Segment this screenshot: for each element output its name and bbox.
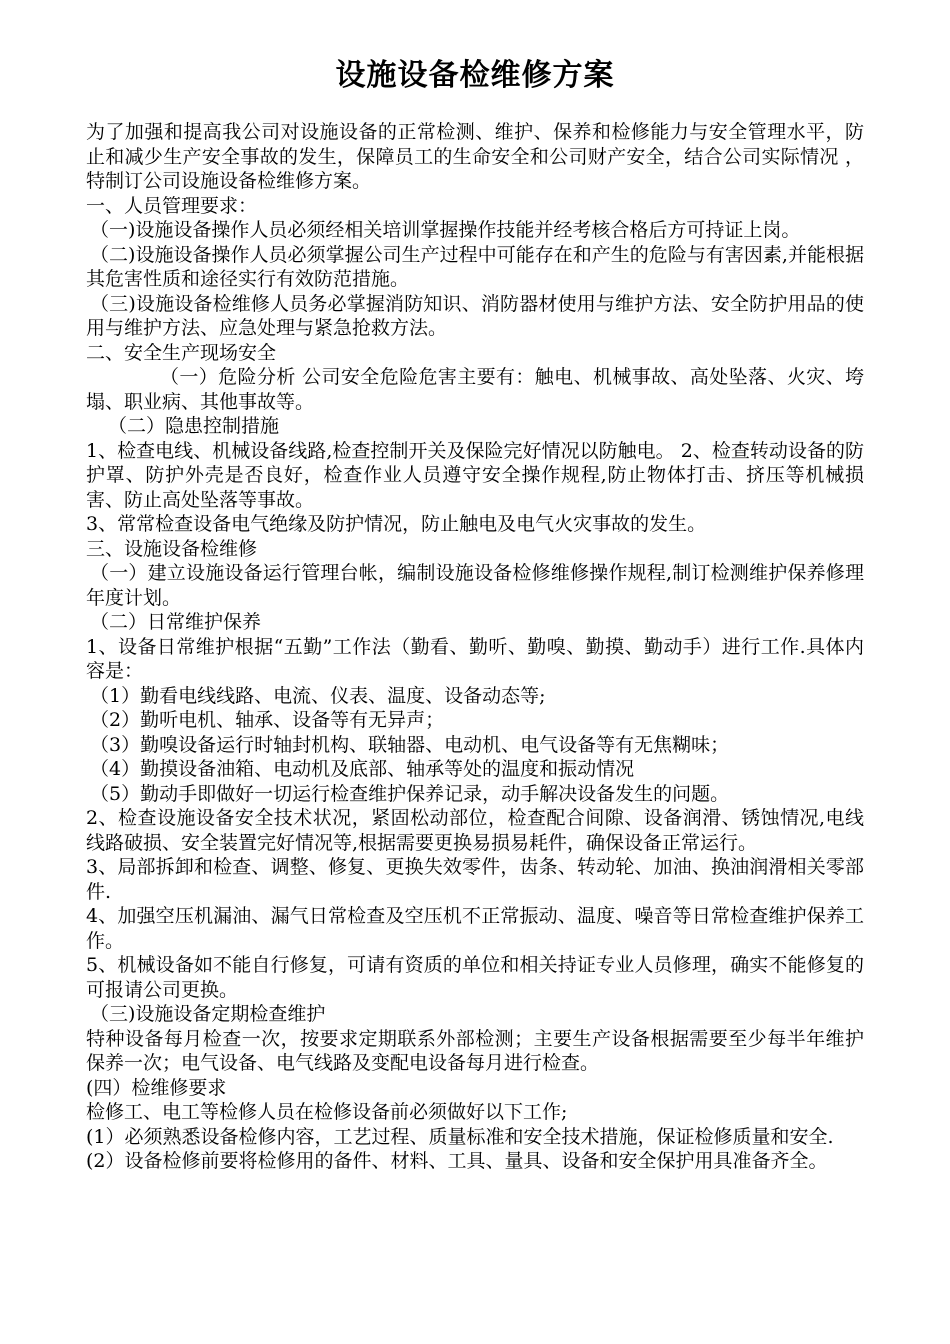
- list-item: （4）勤摸设备油箱、电动机及底部、轴承等处的温度和振动情况: [90, 758, 635, 780]
- paragraph: 1、检查电线、机械设备线路,检查控制开关及保险完好情况以防触电。 2、检查转动设备的防护罩、防护外壳是否良好，检查作业人员遵守安全操作规程,防止物体打击、挤压等机械损害、防止高处坠落等事故。: [86, 439, 864, 511]
- subsection-heading: （二）日常维护保养: [90, 611, 262, 633]
- section-heading: 一、人员管理要求：: [86, 194, 258, 217]
- subsection-heading: (四）检维修要求: [86, 1076, 227, 1099]
- list-item: （5）勤动手即做好一切运行检查维护保养记录，动手解决设备发生的问题。: [90, 782, 730, 805]
- document-body: [86, 120, 864, 1174]
- paragraph: （三)设施设备检维修人员务必掌握消防知识、消防器材使用与维护方法、安全防护用品的使用与维护方法、应急处理与紧急抢救方法。: [86, 292, 864, 339]
- document-title: 设施设备检维修方案: [335, 58, 615, 93]
- paragraph: 检修工、电工等检修人员在检修设备前必须做好以下工作;: [86, 1101, 568, 1123]
- section-heading: 三、设施设备检维修: [86, 537, 258, 560]
- list-item: （3）勤嗅设备运行时轴封机构、联轴器、电动机、电气设备等有无焦糊味；: [90, 733, 730, 756]
- paragraph: （一）危险分析 公司安全危险危害主要有：触电、机械事故、高处坠落、火灾、垮塌、职业病、其他事故等。: [86, 366, 864, 413]
- intro-paragraph: 为了加强和提高我公司对设施设备的正常检测、维护、保养和检修能力与安全管理水平，防止和减少生产安全事故的发生，保障员工的生命安全和公司财产安全，结合公司实际情况 ，特制订公司设施设备检维修方案。: [86, 121, 864, 192]
- paragraph: 2、检查设施设备安全技术状况，紧固松动部位，检查配合间隙、设备润滑、锈蚀情况,电线线路破损、安全装置完好情况等,根据需要更换易损易耗件，确保设备正常运行。: [86, 807, 864, 854]
- paragraph: 1、设备日常维护根据“五勤”工作法（勤看、勤听、勤嗅、勤摸、勤动手）进行工作.具体内容是：: [86, 635, 864, 682]
- paragraph: 3、局部拆卸和检查、调整、修复、更换失效零件，齿条、转动轮、加油、换油润滑相关零部件.: [86, 856, 864, 903]
- list-item: （2）勤听电机、轴承、设备等有无异声；: [90, 709, 445, 731]
- list-item: （1）勤看电线线路、电流、仪表、温度、设备动态等;: [90, 684, 546, 707]
- subsection-heading: （三)设施设备定期检查维护: [90, 1003, 326, 1025]
- paragraph: （一)设施设备操作人员必须经相关培训掌握操作技能并经考核合格后方可持证上岗。: [90, 219, 801, 241]
- section-heading: 二、安全生产现场安全: [86, 341, 277, 364]
- subsection-heading: （二）隐患控制措施: [108, 415, 280, 437]
- paragraph: 3、常常检查设备电气绝缘及防护情况，防止触电及电气火灾事故的发生。: [86, 513, 707, 535]
- paragraph: 5、机械设备如不能自行修复，可请有资质的单位和相关持证专业人员修理，确实不能修复的可报请公司更换。: [86, 954, 864, 1001]
- list-item: (2）设备检修前要将检修用的备件、材料、工具、量具、设备和安全保护用具准备齐全。: [86, 1150, 828, 1172]
- paragraph: （二)设施设备操作人员必须掌握公司生产过程中可能存在和产生的危险与有害因素,并能根据其危害性质和途径实行有效防范措施。: [86, 243, 864, 290]
- paragraph: 4、加强空压机漏油、漏气日常检查及空压机不正常振动、温度、噪音等日常检查维护保养工作。: [86, 905, 864, 952]
- paragraph: 特种设备每月检查一次，按要求定期联系外部检测；主要生产设备根据需要至少每半年维护保养一次；电气设备、电气线路及变配电设备每月进行检查。: [86, 1027, 864, 1074]
- paragraph: （一）建立设施设备运行管理台帐，编制设施设备检修维修操作规程,制订检测维护保养修理年度计划。: [86, 562, 864, 609]
- list-item: (1）必须熟悉设备检修内容，工艺过程、质量标准和安全技术措施，保证检修质量和安全.: [86, 1125, 834, 1148]
